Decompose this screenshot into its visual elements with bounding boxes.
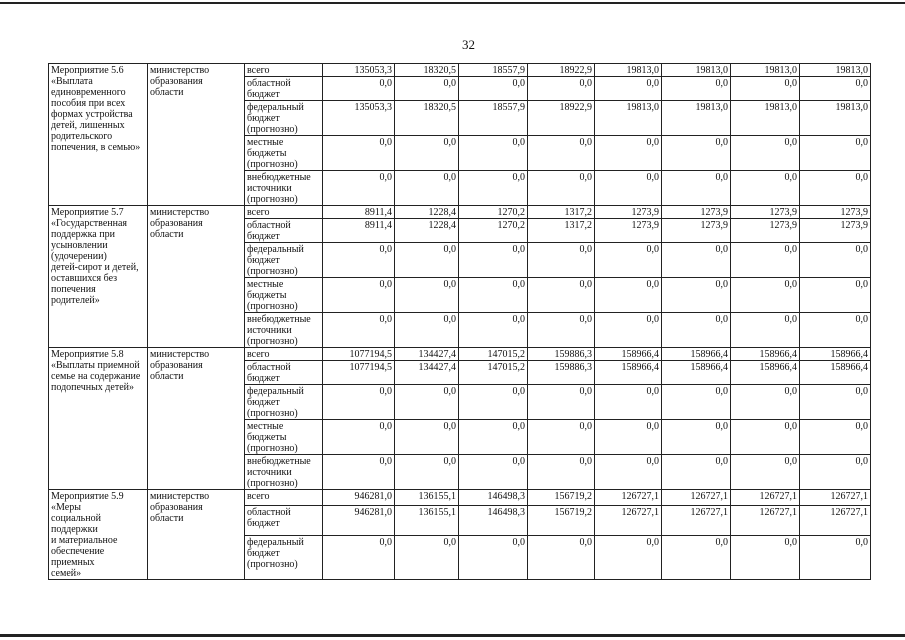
text-line: министерство [150, 491, 210, 502]
text-line: (прогнозно) [247, 478, 298, 489]
funding-source-cell [245, 455, 323, 490]
text-line: внебюджетные [247, 314, 311, 325]
text-line: областной [247, 220, 291, 231]
text-line: бюджет [247, 397, 280, 408]
amount-cell: 136155,1 [395, 490, 459, 506]
amount-cell: 1317,2 [528, 219, 595, 243]
amount-cell: 0,0 [800, 536, 871, 580]
amount-cell: 19813,0 [595, 101, 662, 136]
amount-cell: 126727,1 [595, 490, 662, 506]
amount-cell: 0,0 [595, 385, 662, 420]
text-line: внебюджетные [247, 456, 311, 467]
responsible-ministry-cell [148, 348, 245, 490]
text-line: всего [247, 349, 270, 360]
text-line: внебюджетные [247, 172, 311, 183]
amount-cell: 0,0 [323, 420, 395, 455]
amount-cell: 0,0 [459, 313, 528, 348]
amount-cell: 0,0 [323, 313, 395, 348]
text-line: (прогнозно) [247, 301, 298, 312]
amount-cell: 0,0 [395, 385, 459, 420]
amount-cell: 126727,1 [800, 490, 871, 506]
funding-source-cell [245, 313, 323, 348]
text-line: (прогнозно) [247, 408, 298, 419]
amount-cell: 1270,2 [459, 219, 528, 243]
amount-cell: 0,0 [395, 171, 459, 206]
text-line: социальной поддержки [51, 513, 101, 535]
text-line: «Выплаты приемной [51, 360, 140, 371]
text-line: федеральный [247, 244, 304, 255]
text-line: образования [150, 76, 203, 87]
funding-source-cell [245, 77, 323, 101]
text-line: области [150, 371, 184, 382]
amount-cell: 126727,1 [662, 490, 731, 506]
amount-cell: 0,0 [731, 385, 800, 420]
text-line: бюджет [247, 255, 280, 266]
amount-cell: 0,0 [662, 385, 731, 420]
amount-cell: 0,0 [595, 536, 662, 580]
amount-cell: 0,0 [323, 278, 395, 313]
funding-source-cell [245, 171, 323, 206]
amount-cell: 126727,1 [731, 506, 800, 536]
amount-cell: 136155,1 [395, 506, 459, 536]
text-line: бюджеты [247, 148, 287, 159]
amount-cell: 135053,3 [323, 101, 395, 136]
text-line: (прогнозно) [247, 559, 298, 571]
amount-cell: 0,0 [662, 278, 731, 313]
amount-cell: 0,0 [528, 385, 595, 420]
amount-cell: 19813,0 [731, 101, 800, 136]
funding-source-cell [245, 136, 323, 171]
text-line: пособия при всех [51, 98, 126, 109]
amount-cell: 8911,4 [323, 219, 395, 243]
text-line: образования [150, 218, 203, 229]
amount-cell: 1273,9 [731, 219, 800, 243]
amount-cell: 0,0 [662, 171, 731, 206]
amount-cell: 0,0 [459, 455, 528, 490]
amount-cell: 0,0 [323, 455, 395, 490]
amount-cell: 19813,0 [731, 64, 800, 77]
text-line: местные [247, 421, 284, 432]
amount-cell: 0,0 [459, 77, 528, 101]
amount-cell: 0,0 [528, 243, 595, 278]
amount-cell: 0,0 [662, 313, 731, 348]
text-line: попечения родителей» [51, 284, 100, 306]
text-line: «Государственная [51, 218, 128, 229]
amount-cell: 0,0 [800, 136, 871, 171]
responsible-ministry-cell [148, 490, 245, 580]
text-line: обеспечение приемных [51, 546, 105, 568]
text-line: (прогнозно) [247, 336, 298, 347]
event-title-cell [49, 206, 148, 348]
funding-source-cell [245, 490, 323, 506]
amount-cell: 158966,4 [662, 348, 731, 361]
amount-cell: 1077194,5 [323, 361, 395, 385]
bottom-border-line [0, 634, 905, 637]
amount-cell: 18320,5 [395, 101, 459, 136]
amount-cell: 0,0 [595, 278, 662, 313]
text-line: всего [247, 207, 270, 218]
amount-cell: 0,0 [595, 455, 662, 490]
amount-cell: 0,0 [662, 136, 731, 171]
text-line: всего [247, 491, 270, 502]
amount-cell: 19813,0 [662, 64, 731, 77]
text-line: министерство [150, 207, 210, 218]
funding-source-cell [245, 206, 323, 219]
amount-cell: 0,0 [731, 243, 800, 278]
text-line: области [150, 513, 184, 524]
amount-cell: 126727,1 [595, 506, 662, 536]
amount-cell: 19813,0 [662, 101, 731, 136]
amount-cell: 158966,4 [595, 361, 662, 385]
text-line: единовременного [51, 87, 126, 98]
amount-cell: 18922,9 [528, 101, 595, 136]
amount-cell: 1273,9 [662, 219, 731, 243]
amount-cell: 19813,0 [800, 101, 871, 136]
amount-cell: 158966,4 [800, 361, 871, 385]
amount-cell: 0,0 [528, 313, 595, 348]
text-line: Мероприятие 5.7 [51, 207, 124, 218]
amount-cell: 146498,3 [459, 506, 528, 536]
text-line: усыновлении (удочерении) [51, 240, 108, 262]
amount-cell: 0,0 [800, 420, 871, 455]
amount-cell: 0,0 [800, 313, 871, 348]
amount-cell: 0,0 [528, 171, 595, 206]
funding-source-cell [245, 506, 323, 536]
amount-cell: 0,0 [662, 420, 731, 455]
text-line: источники [247, 325, 292, 336]
text-line: (прогнозно) [247, 266, 298, 277]
amount-cell: 1273,9 [662, 206, 731, 219]
text-line: оставшихся без [51, 273, 118, 284]
text-line: образования [150, 360, 203, 371]
amount-cell: 156719,2 [528, 490, 595, 506]
text-line: (прогнозно) [247, 159, 298, 170]
event-title-cell [49, 64, 148, 206]
amount-cell: 0,0 [800, 455, 871, 490]
funding-source-cell [245, 361, 323, 385]
top-border-line [0, 2, 905, 4]
event-title-cell [49, 348, 148, 490]
amount-cell: 0,0 [800, 385, 871, 420]
funding-source-cell [245, 219, 323, 243]
funding-source-cell [245, 385, 323, 420]
amount-cell: 946281,0 [323, 506, 395, 536]
amount-cell: 1273,9 [800, 206, 871, 219]
responsible-ministry-cell [148, 64, 245, 206]
text-line: Мероприятие 5.9 «Меры [51, 491, 124, 513]
amount-cell: 0,0 [595, 313, 662, 348]
amount-cell: 0,0 [528, 536, 595, 580]
funding-source-cell [245, 536, 323, 580]
text-line: всего [247, 65, 270, 76]
amount-cell: 0,0 [395, 278, 459, 313]
text-line: области [150, 87, 184, 98]
amount-cell: 0,0 [395, 136, 459, 171]
amount-cell: 0,0 [528, 455, 595, 490]
table-row [49, 64, 871, 77]
text-line: подопечных детей» [51, 382, 134, 393]
responsible-ministry-cell [148, 206, 245, 348]
funding-source-cell [245, 278, 323, 313]
amount-cell: 146498,3 [459, 490, 528, 506]
amount-cell: 0,0 [595, 171, 662, 206]
amount-cell: 0,0 [459, 278, 528, 313]
amount-cell: 134427,4 [395, 361, 459, 385]
amount-cell: 0,0 [731, 455, 800, 490]
amount-cell: 1317,2 [528, 206, 595, 219]
amount-cell: 0,0 [459, 420, 528, 455]
amount-cell: 0,0 [662, 536, 731, 580]
amount-cell: 1273,9 [595, 219, 662, 243]
amount-cell: 0,0 [395, 243, 459, 278]
text-line: бюджет [247, 518, 280, 530]
funding-source-cell [245, 243, 323, 278]
text-line: областной [247, 362, 291, 373]
amount-cell: 0,0 [731, 171, 800, 206]
amount-cell: 0,0 [800, 171, 871, 206]
amount-cell: 1228,4 [395, 206, 459, 219]
amount-cell: 126727,1 [662, 506, 731, 536]
amount-cell: 158966,4 [662, 361, 731, 385]
amount-cell: 18557,9 [459, 64, 528, 77]
amount-cell: 0,0 [323, 77, 395, 101]
text-line: бюджеты [247, 290, 287, 301]
text-line: формах устройства [51, 109, 133, 120]
text-line: источники [247, 467, 292, 478]
amount-cell: 0,0 [731, 136, 800, 171]
amount-cell: 1273,9 [800, 219, 871, 243]
amount-cell: 0,0 [731, 420, 800, 455]
text-line: бюджет [247, 113, 280, 124]
text-line: министерство [150, 65, 210, 76]
text-line: семей» [51, 568, 82, 579]
page-number: 32 [462, 37, 475, 52]
text-line: образования [150, 502, 203, 513]
amount-cell: 0,0 [459, 536, 528, 580]
amount-cell: 0,0 [459, 385, 528, 420]
amount-cell: 0,0 [528, 77, 595, 101]
amount-cell: 0,0 [731, 313, 800, 348]
text-line: министерство [150, 349, 210, 360]
text-line: федеральный [247, 102, 304, 113]
funding-table [48, 63, 871, 580]
amount-cell: 0,0 [528, 136, 595, 171]
amount-cell: 0,0 [395, 420, 459, 455]
amount-cell: 147015,2 [459, 348, 528, 361]
amount-cell: 0,0 [662, 243, 731, 278]
text-line: (прогнозно) [247, 194, 298, 205]
amount-cell: 8911,4 [323, 206, 395, 219]
amount-cell: 135053,3 [323, 64, 395, 77]
amount-cell: 0,0 [662, 77, 731, 101]
amount-cell: 19813,0 [595, 64, 662, 77]
amount-cell: 0,0 [595, 136, 662, 171]
text-line: областной [247, 507, 291, 519]
amount-cell: 0,0 [731, 536, 800, 580]
text-line: и материальное [51, 535, 118, 546]
amount-cell: 126727,1 [800, 506, 871, 536]
amount-cell: 1270,2 [459, 206, 528, 219]
text-line: бюджеты [247, 432, 287, 443]
funding-source-cell [245, 64, 323, 77]
amount-cell: 1273,9 [731, 206, 800, 219]
amount-cell: 0,0 [528, 278, 595, 313]
table-row [49, 490, 871, 506]
amount-cell: 158966,4 [595, 348, 662, 361]
amount-cell: 0,0 [323, 171, 395, 206]
amount-cell: 19813,0 [800, 64, 871, 77]
table-row [49, 206, 871, 219]
amount-cell: 946281,0 [323, 490, 395, 506]
amount-cell: 1077194,5 [323, 348, 395, 361]
amount-cell: 158966,4 [731, 361, 800, 385]
text-line: Мероприятие 5.6 [51, 65, 124, 76]
amount-cell: 18557,9 [459, 101, 528, 136]
amount-cell: 159886,3 [528, 348, 595, 361]
event-title-cell [49, 490, 148, 580]
text-line: детей, лишенных [51, 120, 125, 131]
funding-source-cell [245, 420, 323, 455]
amount-cell: 0,0 [459, 243, 528, 278]
amount-cell: 18320,5 [395, 64, 459, 77]
amount-cell: 0,0 [323, 243, 395, 278]
text-line: бюджет [247, 231, 280, 242]
table-row [49, 348, 871, 361]
amount-cell: 0,0 [595, 77, 662, 101]
text-line: бюджет [247, 373, 280, 384]
amount-cell: 0,0 [395, 455, 459, 490]
amount-cell: 18922,9 [528, 64, 595, 77]
amount-cell: 0,0 [800, 243, 871, 278]
text-line: областной [247, 78, 291, 89]
text-line: области [150, 229, 184, 240]
text-line: попечения, в семью» [51, 142, 141, 153]
amount-cell: 0,0 [800, 278, 871, 313]
text-line: источники [247, 183, 292, 194]
amount-cell: 0,0 [731, 77, 800, 101]
amount-cell: 0,0 [459, 171, 528, 206]
amount-cell: 0,0 [323, 536, 395, 580]
text-line: семье на содержание [51, 371, 141, 382]
text-line: (прогнозно) [247, 124, 298, 135]
amount-cell: 158966,4 [800, 348, 871, 361]
amount-cell: 0,0 [459, 136, 528, 171]
amount-cell: 0,0 [731, 278, 800, 313]
amount-cell: 134427,4 [395, 348, 459, 361]
text-line: бюджет [247, 89, 280, 100]
text-line: бюджет [247, 548, 280, 560]
text-line: «Выплата [51, 76, 93, 87]
amount-cell: 0,0 [395, 77, 459, 101]
amount-cell: 0,0 [528, 420, 595, 455]
text-line: родительского [51, 131, 113, 142]
amount-cell: 126727,1 [731, 490, 800, 506]
text-line: (прогнозно) [247, 443, 298, 454]
amount-cell: 0,0 [395, 536, 459, 580]
amount-cell: 0,0 [323, 136, 395, 171]
text-line: федеральный [247, 537, 304, 549]
amount-cell: 0,0 [800, 77, 871, 101]
text-line: местные [247, 279, 284, 290]
text-line: федеральный [247, 386, 304, 397]
text-line: Мероприятие 5.8 [51, 349, 124, 360]
amount-cell: 156719,2 [528, 506, 595, 536]
text-line: местные [247, 137, 284, 148]
amount-cell: 147015,2 [459, 361, 528, 385]
amount-cell: 0,0 [323, 385, 395, 420]
funding-source-cell [245, 101, 323, 136]
amount-cell: 0,0 [395, 313, 459, 348]
amount-cell: 158966,4 [731, 348, 800, 361]
amount-cell: 0,0 [595, 420, 662, 455]
amount-cell: 159886,3 [528, 361, 595, 385]
text-line: детей-сирот и детей, [51, 262, 139, 273]
amount-cell: 0,0 [662, 455, 731, 490]
text-line: поддержка при [51, 229, 115, 240]
amount-cell: 1273,9 [595, 206, 662, 219]
funding-source-cell [245, 348, 323, 361]
amount-cell: 0,0 [595, 243, 662, 278]
amount-cell: 1228,4 [395, 219, 459, 243]
